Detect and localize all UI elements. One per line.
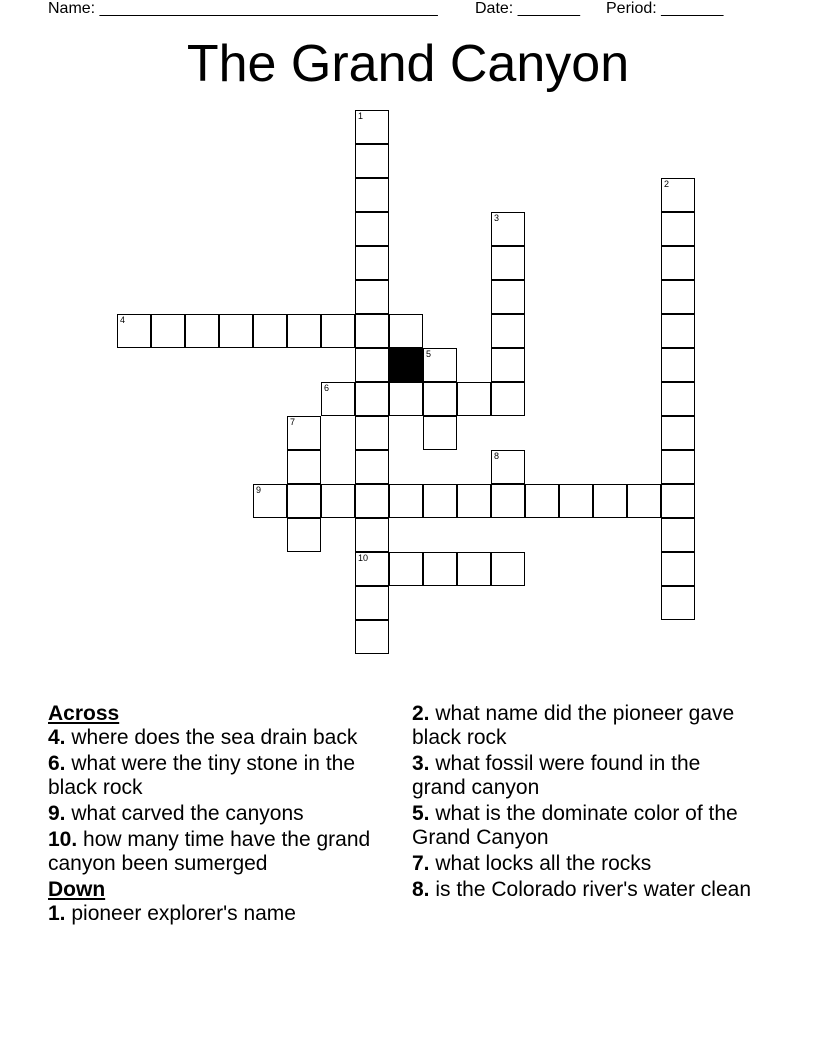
crossword-cell[interactable] — [457, 382, 491, 416]
crossword-cell[interactable] — [661, 450, 695, 484]
crossword-cell[interactable] — [389, 552, 423, 586]
crossword-cell[interactable] — [661, 280, 695, 314]
clue-item — [412, 702, 752, 750]
crossword-cell[interactable] — [661, 416, 695, 450]
crossword-cell[interactable] — [423, 552, 457, 586]
crossword-cell[interactable] — [287, 416, 321, 450]
down-clue-list-continued — [412, 702, 752, 902]
crossword-cell[interactable] — [525, 484, 559, 518]
crossword-cell[interactable] — [491, 450, 525, 484]
crossword-cell[interactable] — [355, 314, 389, 348]
crossword-cell[interactable] — [355, 518, 389, 552]
crossword-cell[interactable] — [661, 246, 695, 280]
crossword-cell[interactable] — [661, 552, 695, 586]
crossword-cell[interactable] — [185, 314, 219, 348]
crossword-cell[interactable] — [355, 178, 389, 212]
clue-text: is the Colorado river's water clean — [429, 878, 751, 901]
crossword-cell[interactable] — [457, 484, 491, 518]
clue-number-label: 5 — [426, 349, 432, 359]
clue-item — [412, 852, 752, 876]
clue-text: what is the dominate color of the Grand Canyon — [412, 802, 738, 849]
crossword-black-cell — [389, 348, 423, 382]
clue-number: 1. — [48, 902, 66, 925]
crossword-cell[interactable] — [491, 314, 525, 348]
across-clue-list — [48, 726, 388, 876]
crossword-cell[interactable] — [389, 484, 423, 518]
crossword-cell[interactable] — [355, 110, 389, 144]
crossword-cell[interactable] — [355, 280, 389, 314]
crossword-cell[interactable] — [491, 552, 525, 586]
clue-number: 6. — [48, 752, 66, 775]
crossword-cell[interactable] — [661, 212, 695, 246]
clue-item — [48, 752, 388, 800]
clue-item — [48, 802, 388, 826]
period-field-label: Period: _______ — [606, 0, 724, 17]
clue-number: 8. — [412, 878, 430, 901]
crossword-cell[interactable] — [423, 348, 457, 382]
page-title: The Grand Canyon — [186, 35, 630, 93]
clue-number-label: 3 — [494, 213, 500, 223]
crossword-cell[interactable] — [117, 314, 151, 348]
crossword-cell[interactable] — [321, 314, 355, 348]
crossword-cell[interactable] — [355, 144, 389, 178]
clue-text: how many time have the grand canyon been sumerged — [48, 828, 371, 875]
crossword-cell[interactable] — [321, 484, 355, 518]
clue-number-label: 8 — [494, 451, 500, 461]
clue-number-label: 2 — [664, 179, 670, 189]
clue-number-label: 6 — [324, 383, 330, 393]
crossword-cell[interactable] — [661, 314, 695, 348]
clues-right-column — [412, 702, 752, 904]
down-clue-list — [48, 902, 388, 926]
crossword-cell[interactable] — [661, 178, 695, 212]
crossword-cell[interactable] — [627, 484, 661, 518]
crossword-cell[interactable] — [151, 314, 185, 348]
down-heading: Down — [48, 878, 106, 901]
clues-left-column — [48, 702, 388, 928]
clue-text: what locks all the rocks — [429, 852, 652, 875]
crossword-cell[interactable] — [389, 382, 423, 416]
crossword-cell[interactable] — [219, 314, 253, 348]
crossword-cell[interactable] — [559, 484, 593, 518]
clue-text: pioneer explorer's name — [65, 902, 296, 925]
crossword-cell[interactable] — [423, 382, 457, 416]
crossword-cell[interactable] — [287, 450, 321, 484]
crossword-cell[interactable] — [253, 314, 287, 348]
clue-number-label: 10 — [358, 553, 369, 563]
crossword-cell[interactable] — [355, 382, 389, 416]
clue-number: 4. — [48, 726, 66, 749]
clue-item — [48, 726, 388, 750]
clue-number: 9. — [48, 802, 66, 825]
crossword-cell[interactable] — [423, 416, 457, 450]
clue-item — [412, 878, 752, 902]
clue-number-label: 9 — [256, 485, 262, 495]
crossword-cell[interactable] — [287, 518, 321, 552]
crossword-cell[interactable] — [661, 518, 695, 552]
crossword-cell[interactable] — [389, 314, 423, 348]
crossword-cell[interactable] — [661, 586, 695, 620]
clue-number: 3. — [412, 752, 430, 775]
clue-number-label: 4 — [120, 315, 126, 325]
crossword-cell[interactable] — [491, 382, 525, 416]
crossword-cell[interactable] — [661, 484, 695, 518]
crossword-cell[interactable] — [491, 280, 525, 314]
crossword-cell[interactable] — [355, 552, 389, 586]
clue-item — [48, 902, 388, 926]
crossword-cell[interactable] — [355, 450, 389, 484]
crossword-cell[interactable] — [661, 382, 695, 416]
crossword-cell[interactable] — [321, 382, 355, 416]
date-field-label: Date: _______ — [475, 0, 580, 17]
crossword-cell[interactable] — [355, 586, 389, 620]
crossword-cell[interactable] — [355, 484, 389, 518]
crossword-cell[interactable] — [355, 348, 389, 382]
crossword-cell[interactable] — [457, 552, 491, 586]
crossword-cell[interactable] — [355, 212, 389, 246]
clue-number: 5. — [412, 802, 430, 825]
crossword-cell[interactable] — [287, 484, 321, 518]
crossword-cell[interactable] — [491, 246, 525, 280]
name-field-label: Name: ______________________________________ — [48, 0, 438, 17]
crossword-cell[interactable] — [355, 246, 389, 280]
clue-text: what carved the canyons — [65, 802, 304, 825]
clue-item — [48, 828, 388, 876]
crossword-cell[interactable] — [661, 348, 695, 382]
clue-number: 7. — [412, 852, 430, 875]
clue-text: where does the sea drain back — [65, 726, 358, 749]
crossword-cell[interactable] — [491, 212, 525, 246]
crossword-cell[interactable] — [355, 620, 389, 654]
clue-item — [412, 802, 752, 850]
clue-text: what name did the pioneer gave black rock — [412, 702, 735, 749]
crossword-cell[interactable] — [593, 484, 627, 518]
crossword-cell[interactable] — [491, 484, 525, 518]
crossword-cell[interactable] — [423, 484, 457, 518]
clue-number: 10. — [48, 828, 78, 851]
crossword-cell[interactable] — [253, 484, 287, 518]
clue-number: 2. — [412, 702, 430, 725]
clue-number-label: 1 — [358, 111, 364, 121]
crossword-cell[interactable] — [491, 348, 525, 382]
crossword-cell[interactable] — [287, 314, 321, 348]
clue-text: what were the tiny stone in the black rock — [48, 752, 356, 799]
crossword-cell[interactable] — [355, 416, 389, 450]
across-heading: Across — [48, 702, 120, 725]
clue-number-label: 7 — [290, 417, 296, 427]
clue-text: what fossil were found in the grand canyon — [412, 752, 701, 799]
clue-item — [412, 752, 752, 800]
